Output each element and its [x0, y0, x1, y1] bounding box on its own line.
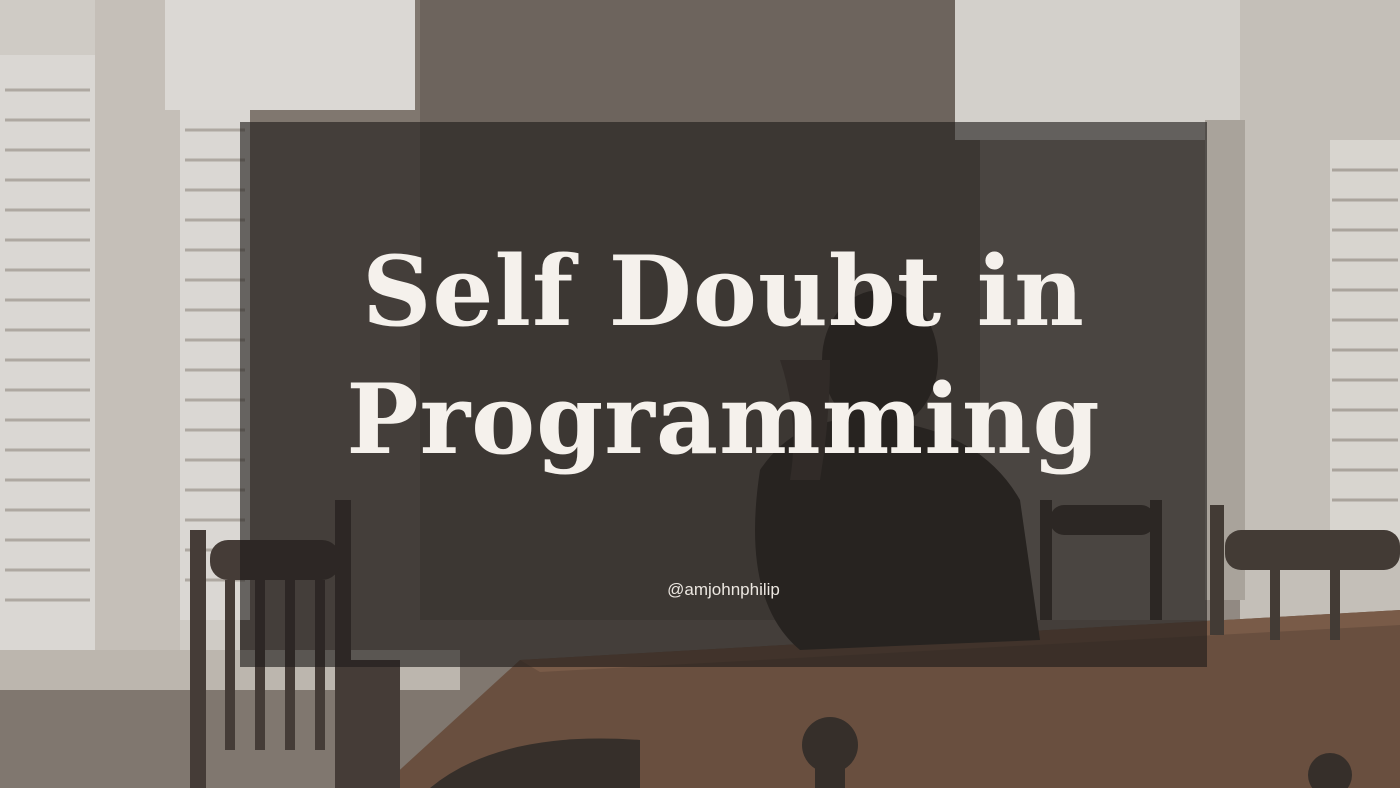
page-title — [240, 228, 1207, 484]
title-line-1: Self Doubt in — [362, 235, 1085, 348]
author-handle: @amjohnphilip — [667, 580, 780, 599]
title-line-2: Programming — [346, 363, 1101, 476]
